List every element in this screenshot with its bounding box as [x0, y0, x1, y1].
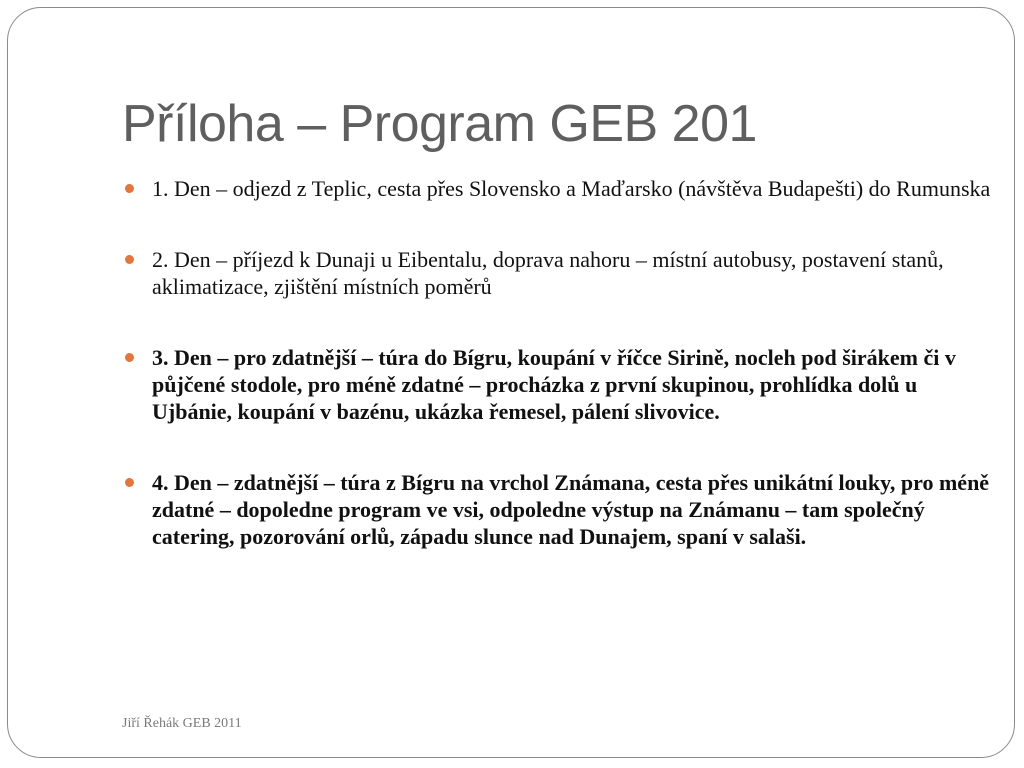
- bullet-text: 4. Den – zdatnější – túra z Bígru na vrchol Známana, cesta přes unikátní louky, pro méně zdatné – dopoledne program ve vsi, odpoledne výstup na Známanu – tam společný catering, pozorování orlů, západu slunce nad Dunajem, spaní v salaši.: [152, 470, 990, 549]
- bullet-dot-icon: [125, 478, 134, 487]
- bullet-text: 2. Den – příjezd k Dunaji u Eibentalu, doprava nahoru – místní autobusy, postavení stanů, aklimatizace, zjištění místních poměrů: [152, 247, 944, 299]
- bullet-dot-icon: [125, 255, 134, 264]
- bullet-item-day-1: [125, 175, 995, 202]
- slide-footer: Jiří Řehák GEB 2011: [122, 716, 242, 731]
- bullet-item-day-2: [125, 246, 995, 300]
- bullet-dot-icon: [125, 184, 134, 193]
- bullet-dot-icon: [125, 353, 134, 362]
- bullet-item-day-3: [125, 344, 995, 425]
- slide: [7, 7, 1015, 758]
- bullet-item-day-4: [125, 469, 995, 550]
- slide-title: Příloha – Program GEB 201: [122, 95, 757, 153]
- bullet-text: 3. Den – pro zdatnější – túra do Bígru, koupání v říčce Sirině, nocleh pod širákem či v půjčené stodole, pro méně zdatné – procházka z první skupinou, prohlídka dolů u Ujbánie, koupání v bazénu, ukázka řemesel, pálení slivovice.: [152, 345, 956, 424]
- bullet-list: [125, 175, 995, 594]
- bullet-text: 1. Den – odjezd z Teplic, cesta přes Slovensko a Maďarsko (návštěva Budapešti) do Rumunska: [152, 176, 991, 201]
